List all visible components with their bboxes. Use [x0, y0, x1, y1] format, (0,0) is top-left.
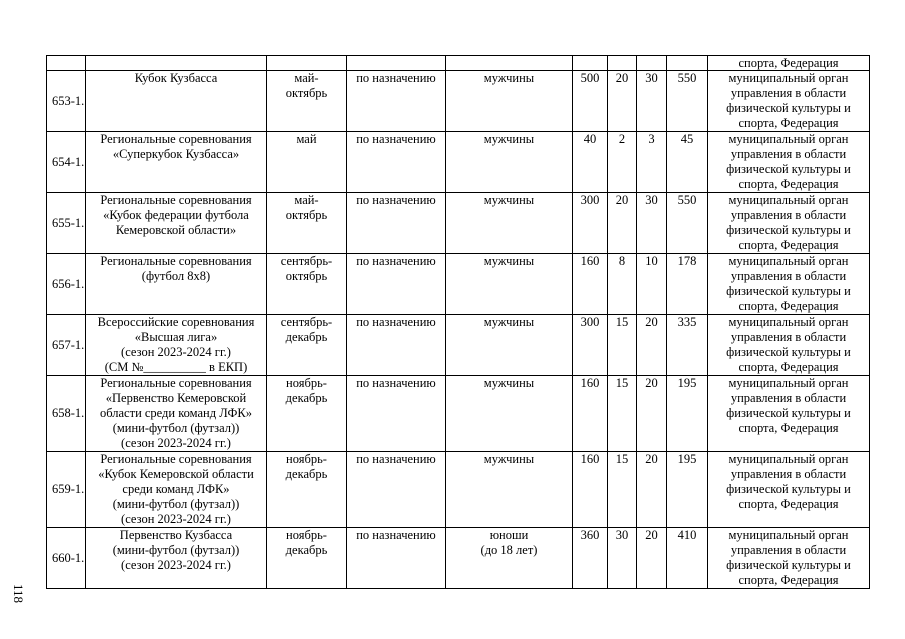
total-count-cell: 550	[667, 71, 708, 132]
event-period-cell	[267, 71, 347, 132]
event-name-line: (СМ №__________ в ЕКП)	[104, 360, 248, 374]
organizer-line: муниципальный орган	[728, 315, 849, 329]
count-b-cell: 15	[608, 315, 637, 376]
organizer-line: муниципальный орган	[728, 528, 849, 542]
event-period-line: октябрь	[285, 208, 328, 222]
selection-method-cell: по назначению	[347, 315, 446, 376]
event-period-cell	[267, 254, 347, 315]
event-period-line: май-	[294, 193, 319, 207]
event-period-cell	[267, 193, 347, 254]
table-row	[47, 71, 870, 132]
table-row	[47, 452, 870, 528]
organizer-cell	[708, 315, 870, 376]
participants-count-cell: 360	[573, 528, 608, 589]
organizer-line: спорта, Федерация	[738, 360, 839, 374]
organizer-cell	[708, 528, 870, 589]
org-cell: спорта, Федерация	[708, 56, 870, 71]
count-c-cell: 20	[637, 452, 667, 528]
event-period-line: декабрь	[285, 391, 328, 405]
organizer-cell	[708, 71, 870, 132]
participants-count-cell: 160	[573, 452, 608, 528]
count-b-cell: 15	[608, 376, 637, 452]
count-b-cell: 20	[608, 71, 637, 132]
count-c-cell: 3	[637, 132, 667, 193]
organizer-line: спорта, Федерация	[738, 573, 839, 587]
participant-group-line: мужчины	[483, 254, 535, 268]
event-period-line: сентябрь-	[280, 254, 333, 268]
row-number-cell: 660-1.	[47, 528, 86, 589]
participant-group-line: мужчины	[483, 193, 535, 207]
organizer-line: муниципальный орган	[728, 452, 849, 466]
table-row	[47, 315, 870, 376]
participant-group-line: мужчины	[483, 132, 535, 146]
event-name-line: (сезон 2023-2024 гг.)	[121, 512, 231, 526]
organizer-cell	[708, 376, 870, 452]
table-row	[47, 193, 870, 254]
count-b-cell: 2	[608, 132, 637, 193]
event-name-line: «Высшая лига»	[134, 330, 218, 344]
event-name-line: (сезон 2023-2024 гг.)	[121, 436, 231, 450]
participants-count-cell: 500	[573, 71, 608, 132]
total-count-cell: 550	[667, 193, 708, 254]
event-name-line: (мини-футбол (футзал))	[112, 421, 240, 435]
count-c-cell: 10	[637, 254, 667, 315]
event-period-line: ноябрь-	[286, 452, 327, 466]
event-period-line: декабрь	[285, 543, 328, 557]
count-c-cell: 30	[637, 71, 667, 132]
total-count-cell: 335	[667, 315, 708, 376]
participant-group-cell	[446, 71, 573, 132]
organizer-line: спорта, Федерация	[738, 116, 839, 130]
count-b-cell: 20	[608, 193, 637, 254]
organizer-line: управления в области	[730, 208, 847, 222]
count-c-cell: 20	[637, 315, 667, 376]
participant-group-line: юноши	[489, 528, 529, 542]
event-name-line: области среди команд ЛФК»	[99, 406, 253, 420]
table-row	[47, 528, 870, 589]
page-number: 118	[11, 584, 26, 604]
row-number-cell: 658-1.	[47, 376, 86, 452]
organizer-line: управления в области	[730, 391, 847, 405]
participant-group-cell	[446, 254, 573, 315]
event-period-line: май-	[294, 71, 319, 85]
organizer-line: муниципальный орган	[728, 132, 849, 146]
event-name-line: Региональные соревнования	[100, 132, 252, 146]
event-period-line: ноябрь-	[286, 376, 327, 390]
organizer-line: муниципальный орган	[728, 71, 849, 85]
event-name-line: Первенство Кузбасса	[119, 528, 233, 542]
organizer-line: физической культуры и	[726, 101, 851, 115]
continuation-row	[47, 56, 870, 71]
event-period-line: декабрь	[285, 467, 328, 481]
event-period-line: сентябрь-	[280, 315, 333, 329]
organizer-cell	[708, 193, 870, 254]
count-c-cell: 30	[637, 193, 667, 254]
event-name-cell	[86, 132, 267, 193]
count-c-cell: 20	[637, 528, 667, 589]
organizer-line: муниципальный орган	[728, 376, 849, 390]
event-name-line: Всероссийские соревнования	[97, 315, 255, 329]
participant-group-cell	[446, 528, 573, 589]
selection-method-cell: по назначению	[347, 452, 446, 528]
participants-count-cell: 160	[573, 376, 608, 452]
organizer-line: спорта, Федерация	[738, 421, 839, 435]
organizer-line: физической культуры и	[726, 345, 851, 359]
participants-count-cell: 40	[573, 132, 608, 193]
organizer-line: физической культуры и	[726, 223, 851, 237]
organizer-line: физической культуры и	[726, 482, 851, 496]
participant-group-line: мужчины	[483, 376, 535, 390]
row-number-cell: 655-1.	[47, 193, 86, 254]
organizer-line: муниципальный орган	[728, 254, 849, 268]
event-name-line: «Первенство Кемеровской	[105, 391, 247, 405]
organizer-line: управления в области	[730, 86, 847, 100]
organizer-line: физической культуры и	[726, 162, 851, 176]
total-count-cell: 178	[667, 254, 708, 315]
selection-method-cell: по назначению	[347, 71, 446, 132]
row-number-cell: 657-1.	[47, 315, 86, 376]
organizer-line: физической культуры и	[726, 558, 851, 572]
event-name-cell	[86, 315, 267, 376]
event-name-line: «Кубок Кемеровской области	[98, 467, 254, 481]
organizer-line: спорта, Федерация	[738, 299, 839, 313]
organizer-line: управления в области	[730, 467, 847, 481]
participants-count-cell: 160	[573, 254, 608, 315]
total-count-cell: 45	[667, 132, 708, 193]
table-row	[47, 254, 870, 315]
participant-group-cell	[446, 452, 573, 528]
event-name-line: (футбол 8х8)	[141, 269, 211, 283]
count-b-cell: 8	[608, 254, 637, 315]
table-row	[47, 132, 870, 193]
selection-method-cell: по назначению	[347, 376, 446, 452]
count-c-cell: 20	[637, 376, 667, 452]
participant-group-cell	[446, 193, 573, 254]
event-period-line: октябрь	[285, 86, 328, 100]
event-period-cell	[267, 376, 347, 452]
row-number-cell: 654-1.	[47, 132, 86, 193]
event-period-line: май	[296, 132, 317, 146]
event-name-cell	[86, 71, 267, 132]
event-name-line: Региональные соревнования	[100, 254, 252, 268]
events-table	[46, 55, 870, 589]
event-name-line: (сезон 2023-2024 гг.)	[121, 345, 231, 359]
row-number-cell: 656-1.	[47, 254, 86, 315]
organizer-cell	[708, 132, 870, 193]
event-name-line: Кубок Кузбасса	[134, 71, 218, 85]
count-b-cell: 30	[608, 528, 637, 589]
count-b-cell: 15	[608, 452, 637, 528]
selection-method-cell: по назначению	[347, 132, 446, 193]
event-period-cell	[267, 132, 347, 193]
event-period-cell	[267, 452, 347, 528]
event-name-line: «Суперкубок Кузбасса»	[112, 147, 240, 161]
total-count-cell: 195	[667, 452, 708, 528]
event-name-line: (сезон 2023-2024 гг.)	[121, 558, 231, 572]
organizer-line: спорта, Федерация	[738, 238, 839, 252]
organizer-line: спорта, Федерация	[738, 497, 839, 511]
organizer-line: физической культуры и	[726, 284, 851, 298]
participants-count-cell: 300	[573, 193, 608, 254]
selection-method-cell: по назначению	[347, 193, 446, 254]
event-name-line: (мини-футбол (футзал))	[112, 543, 240, 557]
organizer-line: управления в области	[730, 330, 847, 344]
event-period-cell	[267, 528, 347, 589]
total-count-cell: 195	[667, 376, 708, 452]
organizer-line: управления в области	[730, 543, 847, 557]
event-name-line: Кемеровской области»	[115, 223, 237, 237]
event-name-line: Региональные соревнования	[100, 452, 252, 466]
participant-group-line: (до 18 лет)	[480, 543, 538, 557]
event-period-line: декабрь	[285, 330, 328, 344]
event-name-line: «Кубок федерации футбола	[103, 208, 249, 222]
participant-group-line: мужчины	[483, 315, 535, 329]
participant-group-cell	[446, 376, 573, 452]
event-name-line: Региональные соревнования	[100, 193, 252, 207]
event-name-cell	[86, 376, 267, 452]
organizer-cell	[708, 254, 870, 315]
event-name-line: среди команд ЛФК»	[122, 482, 230, 496]
organizer-cell	[708, 452, 870, 528]
event-name-line: (мини-футбол (футзал))	[112, 497, 240, 511]
organizer-line: спорта, Федерация	[738, 177, 839, 191]
participant-group-cell	[446, 315, 573, 376]
participant-group-line: мужчины	[483, 71, 535, 85]
selection-method-cell: по назначению	[347, 528, 446, 589]
event-period-line: ноябрь-	[286, 528, 327, 542]
row-number-cell: 659-1.	[47, 452, 86, 528]
participants-count-cell: 300	[573, 315, 608, 376]
organizer-line: управления в области	[730, 147, 847, 161]
row-number-cell: 653-1.	[47, 71, 86, 132]
participant-group-line: мужчины	[483, 452, 535, 466]
event-name-line: Региональные соревнования	[100, 376, 252, 390]
event-name-cell	[86, 193, 267, 254]
participant-group-cell	[446, 132, 573, 193]
selection-method-cell: по назначению	[347, 254, 446, 315]
event-period-cell	[267, 315, 347, 376]
organizer-line: муниципальный орган	[728, 193, 849, 207]
event-name-cell	[86, 528, 267, 589]
organizer-line: управления в области	[730, 269, 847, 283]
event-period-line: октябрь	[285, 269, 328, 283]
total-count-cell: 410	[667, 528, 708, 589]
event-name-cell	[86, 452, 267, 528]
event-name-cell	[86, 254, 267, 315]
table-row	[47, 376, 870, 452]
organizer-line: физической культуры и	[726, 406, 851, 420]
